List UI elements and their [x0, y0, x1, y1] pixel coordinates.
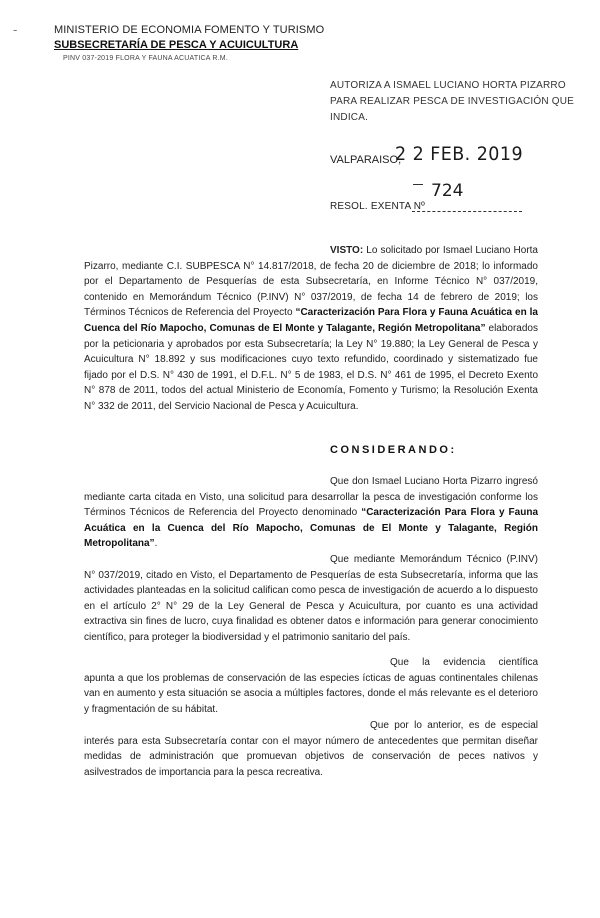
considerando-paragraph-2	[84, 552, 538, 646]
ministry-name: MINISTERIO DE ECONOMIA FOMENTO Y TURISMO	[54, 24, 325, 36]
undersecretariat-name: SUBSECRETARÍA DE PESCA Y ACUICULTURA	[54, 39, 299, 51]
considerando-paragraph-1	[84, 474, 538, 552]
considerando-p1-project: “Caracterización Para Flora y Fauna Acuática en la Cuenca del Río Mapocho, Comunas de El Monte y Talagante, Región Metropolitana”	[84, 507, 539, 550]
date-place: VALPARAISO,	[330, 154, 402, 166]
visto-lead: VISTO:	[330, 245, 364, 256]
considerando-p4-text: Que por lo anterior, es de especial interés para esta Subsecretaría contar con el mayor número de antecedentes que permitan diseñar medidas de administración que promuevan objetivos de conservación de peces nativos y asilvestrados de importancia para la pesca recreativa.	[84, 720, 538, 778]
considerando-p2-text: Que mediante Memorándum Técnico (P.INV) N° 037/2019, citado en Visto, el Departamento de Pesquerías de esta Subsecretaría, informa que las actividades planteadas en la solicitud califican como pesca de investigación de acuerdo a lo dispuesto en el artículo 2° N° 29 de la Ley General de Pesca y Acuicultura, por cuanto es una actividad extractiva sin fines de lucro, cuya finalidad es obtener datos e información para generar conocimiento científico, para proteger la biodiversidad y el patrimonio sanitario del país.	[84, 554, 538, 643]
visto-text-1: Lo solicitado por Ismael Luciano Horta Pizarro, mediante C.I. SUBPESCA N° 14.817/2018, de fecha 20 de diciembre de 2018; lo informado por el Departamento de Pesquerías de esta Subsecretaría, en Informe Técnico N° 037/2019, contenido en Memorándum Técnico (P.INV) N° 037/2019, de fecha 14 de febrero de 2019; los Términos Técnicos de Referencia del Proyecto	[84, 245, 538, 319]
margin-mark: -	[13, 22, 18, 37]
considerando-p1-text-1: Que don Ismael Luciano Horta Pizarro ingresó mediante carta citada en Visto, una solicitud para desarrollar la pesca de investigación conforme los Términos Técnicos de Referencia del Proyecto denominado	[84, 476, 538, 519]
resolution-number: 724	[431, 181, 464, 201]
subject-text: AUTORIZA A ISMAEL LUCIANO HORTA PIZARRO PARA REALIZAR PESCA DE INVESTIGACIÓN QUE INDICA.	[330, 80, 574, 123]
resolution-underline	[412, 211, 522, 212]
considerando-p1-text-2: .	[154, 538, 158, 550]
visto-project: “Caracterización Para Flora y Fauna Acuática en la Cuenca del Río Mapocho, Comunas de El Monte y Talagante, Región Metropolitana”	[84, 307, 538, 334]
resolution-label: RESOL. EXENTA Nº	[330, 201, 426, 212]
considerando-paragraph-4	[84, 718, 538, 780]
reference-code: PINV 037-2019 FLORA Y FAUNA ACUATICA R.M.	[63, 55, 228, 62]
considerando-title: CONSIDERANDO:	[330, 444, 457, 456]
considerando-paragraph-3	[84, 655, 538, 717]
visto-text-2: elaborados por la peticionaria y aprobados por esta Subsecretaría; la Ley N° 19.880; la Ley General de Pesca y Acuicultura N° 18.892 y sus modificaciones cuyo texto refundido, coordinado y sistematizado fue fijado por el D.S. N° 430 de 1991, el D.F.L. N° 5 de 1983, el D.S. N° 461 de 1995, el Decreto Exento N° 878 de 2011, todos del actual Ministerio de Economía, Fomento y Turismo; la Resolución Exenta N° 332 de 2011, del Servicio Nacional de Pesca y Acuicultura.	[84, 322, 538, 412]
visto-paragraph	[84, 243, 538, 415]
resolution-dash	[413, 184, 423, 185]
date-handwritten: 2 2 FEB. 2019	[395, 143, 524, 165]
considerando-p3-text: Que la evidencia científica apunta a que los problemas de conservación de las especies ícticas de aguas continentales chilenas van en aumento y esta situación se asocia a múltiples factores, donde el más relevante es el deterioro y fragmentación de su hábitat.	[84, 657, 538, 715]
